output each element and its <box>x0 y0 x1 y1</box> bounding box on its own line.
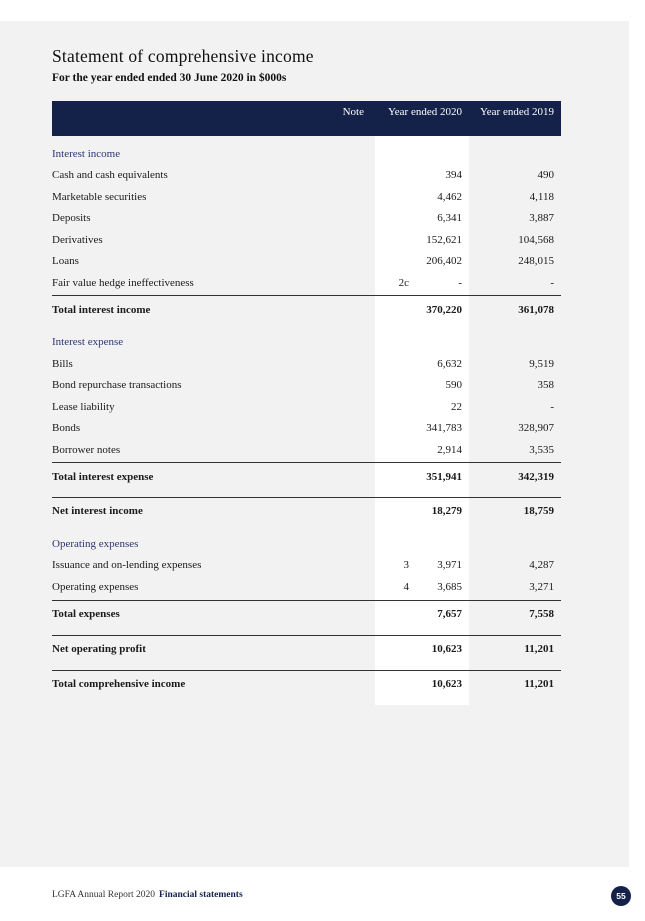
row-value-2019: 18,759 <box>523 505 554 517</box>
row-label: Net operating profit <box>52 643 146 655</box>
row-label: Bills <box>52 358 73 370</box>
page-footer <box>52 890 243 900</box>
row-value-2020: 341,783 <box>426 422 462 434</box>
row-value-2019: 4,287 <box>529 559 554 571</box>
section-heading-interest-expense <box>52 333 561 351</box>
row-value-2019: 9,519 <box>529 358 554 370</box>
row-value-2019: 3,535 <box>529 444 554 456</box>
row-value-2020: 351,941 <box>426 471 462 483</box>
row-label: Total interest income <box>52 304 151 316</box>
row-value-2019: - <box>550 401 554 413</box>
row-value-2019: 328,907 <box>518 422 554 434</box>
row-value-2019: 11,201 <box>524 678 554 690</box>
table-row <box>52 274 561 292</box>
row-value-2020: 590 <box>445 379 462 391</box>
table-header <box>52 101 561 136</box>
row-value-2020: 18,279 <box>431 505 462 517</box>
row-label: Derivatives <box>52 234 103 246</box>
row-value-2020: 152,621 <box>426 234 462 246</box>
table-row <box>52 355 561 373</box>
total-row-interest-income <box>52 301 561 319</box>
row-note: 4 <box>403 581 409 593</box>
row-value-2020: 2,914 <box>437 444 462 456</box>
page-title: Statement of comprehensive income <box>52 46 314 66</box>
row-value-2020: 6,632 <box>437 358 462 370</box>
row-label: Deposits <box>52 212 91 224</box>
row-value-2020: 6,341 <box>437 212 462 224</box>
table-row <box>52 419 561 437</box>
table-row <box>52 556 561 574</box>
row-label: Loans <box>52 255 79 267</box>
row-divider <box>52 670 561 671</box>
row-label: Bond repurchase transactions <box>52 379 182 391</box>
row-value-2020: - <box>458 277 462 289</box>
row-value-2020: 3,685 <box>437 581 462 593</box>
row-note: 3 <box>403 559 409 571</box>
row-value-2020: 22 <box>451 401 462 413</box>
total-row-net-interest-income <box>52 502 561 520</box>
total-row-comprehensive-income <box>52 675 561 693</box>
total-row-expenses <box>52 605 561 623</box>
row-value-2020: 3,971 <box>437 559 462 571</box>
row-label: Total comprehensive income <box>52 678 186 690</box>
row-value-2019: 248,015 <box>518 255 554 267</box>
row-value-2019: 4,118 <box>529 191 554 203</box>
row-value-2020: 10,623 <box>431 678 462 690</box>
row-label: Operating expenses <box>52 581 139 593</box>
table-row <box>52 166 561 184</box>
row-value-2019: 358 <box>537 379 554 391</box>
table-row <box>52 441 561 459</box>
row-value-2020: 206,402 <box>426 255 462 267</box>
row-divider <box>52 600 561 601</box>
row-value-2019: 3,271 <box>529 581 554 593</box>
row-value-2020: 4,462 <box>437 191 462 203</box>
row-divider <box>52 462 561 463</box>
row-label: Total interest expense <box>52 471 154 483</box>
table-row <box>52 188 561 206</box>
row-value-2019: 104,568 <box>518 234 554 246</box>
row-value-2020: 7,657 <box>437 608 462 620</box>
row-label: Fair value hedge ineffectiveness <box>52 277 194 289</box>
row-label: Total expenses <box>52 608 120 620</box>
table-row <box>52 398 561 416</box>
row-divider <box>52 295 561 296</box>
table-row <box>52 209 561 227</box>
row-label: Issuance and on-lending expenses <box>52 559 202 571</box>
row-value-2019: 361,078 <box>518 304 554 316</box>
footer-section-name: Financial statements <box>159 890 243 900</box>
row-value-2020: 370,220 <box>426 304 462 316</box>
page-number-badge: 55 <box>611 886 631 906</box>
section-heading-operating-expenses <box>52 535 561 553</box>
row-value-2019: 342,319 <box>518 471 554 483</box>
row-note: 2c <box>398 277 409 289</box>
section-heading-label: Operating expenses <box>52 538 139 550</box>
row-label: Borrower notes <box>52 444 121 456</box>
total-row-interest-expense <box>52 468 561 486</box>
table-row <box>52 231 561 249</box>
row-value-2019: 11,201 <box>524 643 554 655</box>
column-header-2019: Year ended 2019 <box>479 106 554 118</box>
footer-report-name: LGFA Annual Report 2020 <box>52 890 156 900</box>
row-value-2019: 7,558 <box>529 608 554 620</box>
row-value-2019: 3,887 <box>529 212 554 224</box>
row-label: Cash and cash equivalents <box>52 169 168 181</box>
table-row <box>52 252 561 270</box>
table-row <box>52 578 561 596</box>
row-divider <box>52 497 561 498</box>
row-value-2019: 490 <box>537 169 554 181</box>
row-divider <box>52 635 561 636</box>
page-subtitle: For the year ended ended 30 June 2020 in $000s <box>52 72 287 84</box>
row-value-2020: 10,623 <box>431 643 462 655</box>
row-label: Marketable securities <box>52 191 147 203</box>
section-heading-label: Interest expense <box>52 336 124 348</box>
row-value-2019: - <box>550 277 554 289</box>
section-heading-interest-income <box>52 145 561 163</box>
row-label: Net interest income <box>52 505 143 517</box>
row-value-2020: 394 <box>445 169 462 181</box>
section-heading-label: Interest income <box>52 148 121 160</box>
total-row-net-operating-profit <box>52 640 561 658</box>
column-header-note: Note <box>342 106 364 118</box>
row-label: Lease liability <box>52 401 115 413</box>
table-row <box>52 376 561 394</box>
column-header-2020: Year ended 2020 <box>387 106 462 118</box>
row-label: Bonds <box>52 422 81 434</box>
